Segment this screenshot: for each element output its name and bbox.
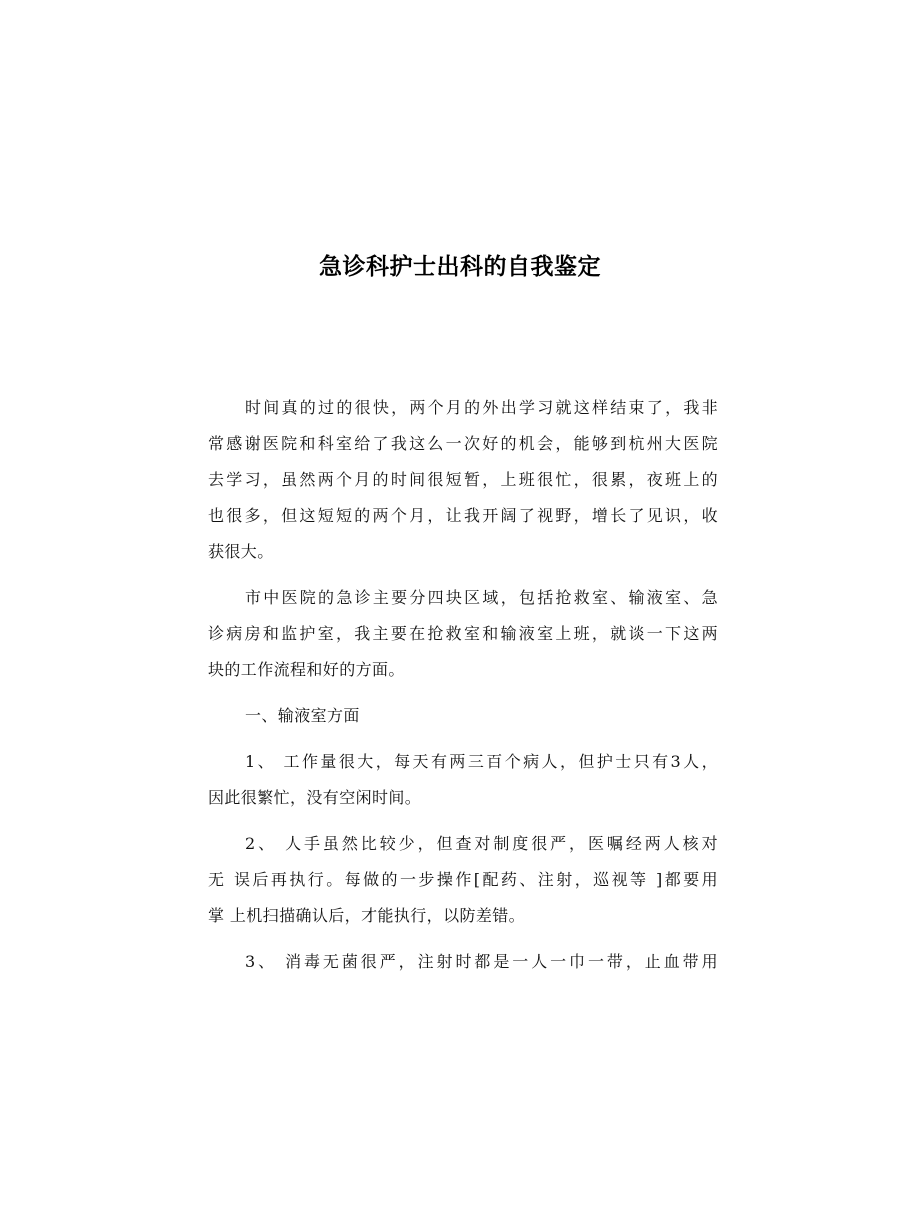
text-line: 1、 工作量很大，每天有两三百个病人，但护士只有3人， <box>245 752 718 771</box>
text-line: 常感谢医院和科室给了我这么一次好的机会，能够到杭州大医院 <box>208 434 718 453</box>
paragraph-gap <box>208 688 718 698</box>
paragraph-gap <box>208 734 718 744</box>
numbered-item <box>208 744 718 816</box>
paragraph <box>208 390 718 570</box>
text-line: 一、输液室方面 <box>245 706 360 725</box>
text-line: 3、 消毒无菌很严，注射时都是一人一巾一带，止血带用 <box>245 952 718 971</box>
text-line: 因此很繁忙，没有空闲时间。 <box>208 788 422 807</box>
paragraph <box>208 580 718 688</box>
document-body <box>208 390 718 980</box>
paragraph-gap <box>208 816 718 826</box>
numbered-item <box>208 944 718 980</box>
text-line: 时间真的过的很快，两个月的外出学习就这样结束了，我非 <box>245 398 718 417</box>
text-line: 市中医院的急诊主要分四块区域，包括抢救室、输液室、急 <box>245 588 718 607</box>
document-title: 急诊科护士出科的自我鉴定 <box>319 254 601 280</box>
text-line: 无 误后再执行。每做的一步操作[配药、注射，巡视等 ]都要用 <box>208 870 718 889</box>
text-line: 获很大。 <box>208 542 274 561</box>
text-line: 去学习，虽然两个月的时间很短暂，上班很忙，很累，夜班上的 <box>208 470 718 489</box>
section-heading <box>208 698 718 734</box>
text-line: 也很多，但这短短的两个月，让我开阔了视野，增长了见识，收 <box>208 506 718 525</box>
text-line: 块的工作流程和好的方面。 <box>208 660 405 679</box>
text-line: 掌 上机扫描确认后，才能执行，以防差错。 <box>208 906 526 925</box>
paragraph-gap <box>208 570 718 580</box>
text-line: 诊病房和监护室，我主要在抢救室和输液室上班，就谈一下这两 <box>208 624 718 643</box>
numbered-item <box>208 826 718 934</box>
paragraph-gap <box>208 934 718 944</box>
text-line: 2、 人手虽然比较少，但查对制度很严，医嘱经两人核对 <box>245 834 718 853</box>
